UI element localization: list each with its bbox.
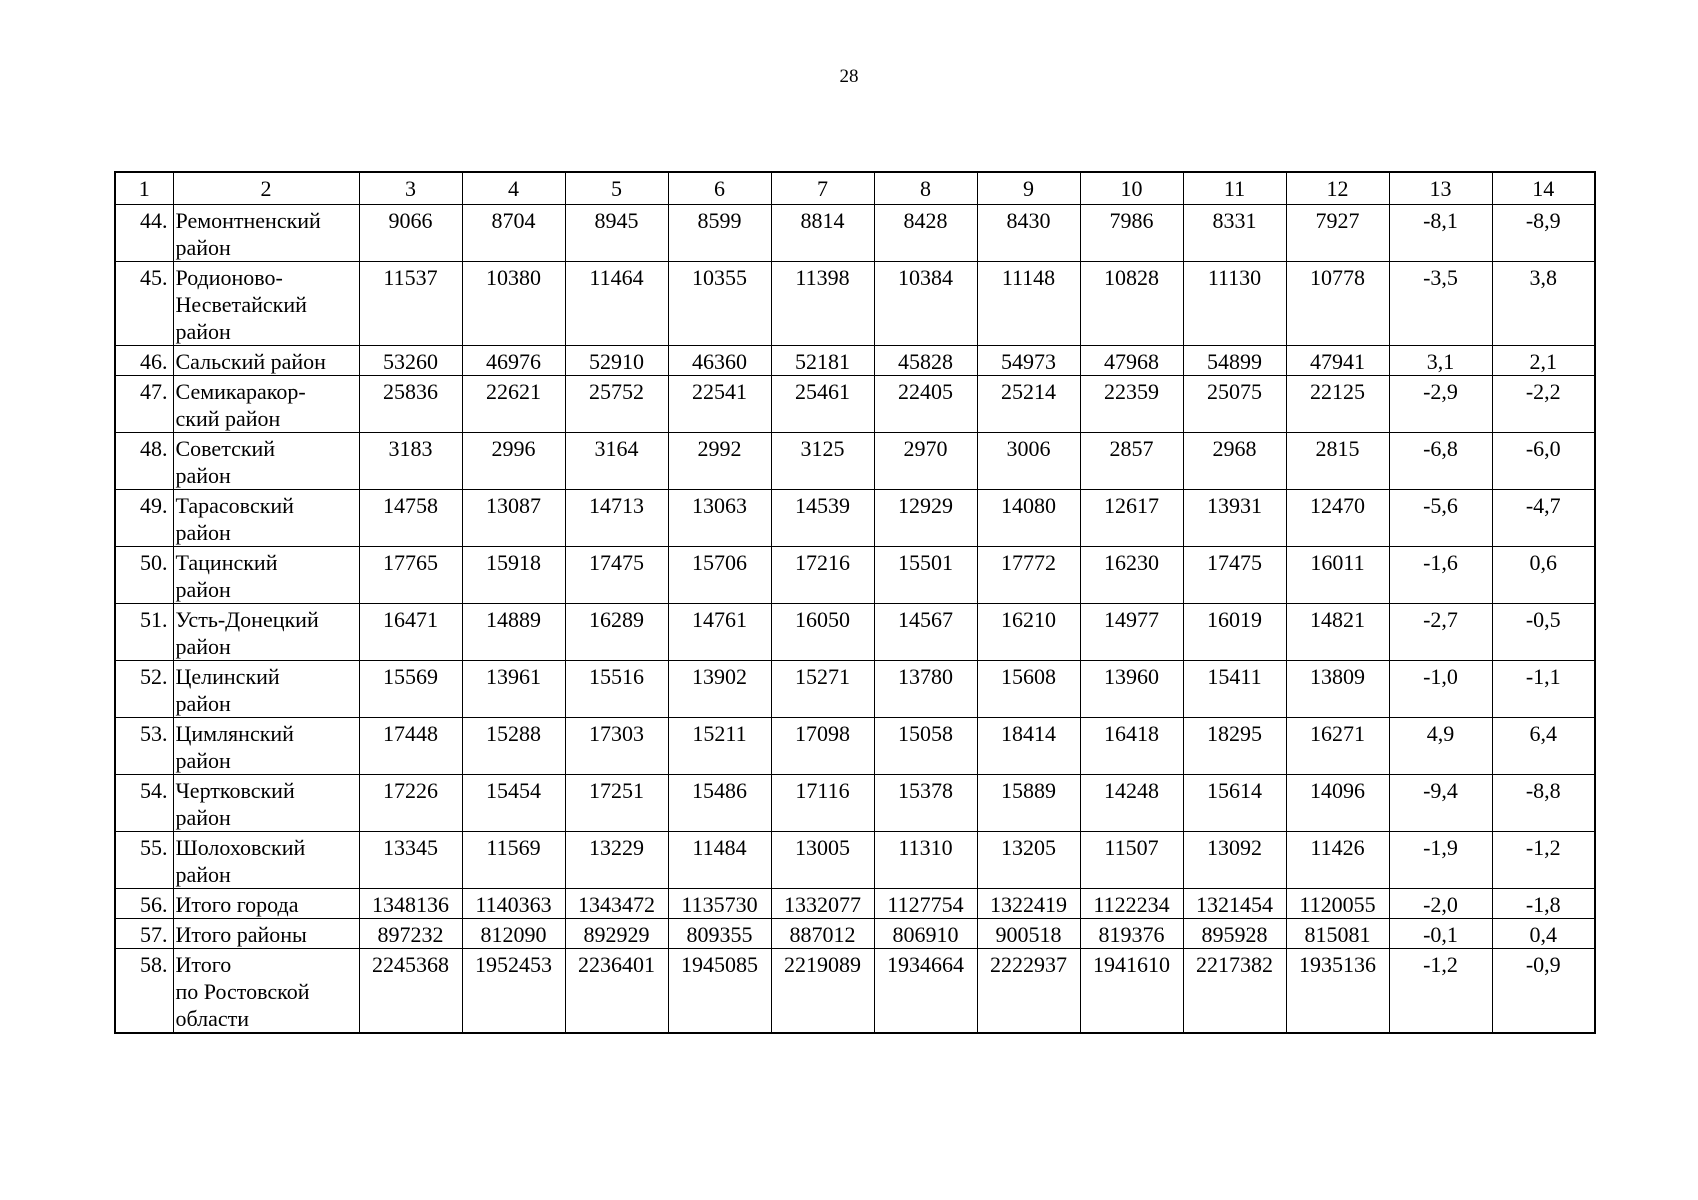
district-name bbox=[173, 919, 359, 949]
district-name-line: район bbox=[175, 691, 231, 716]
value-cell-col-3: 53260 bbox=[359, 346, 462, 376]
table-row bbox=[115, 262, 1595, 346]
value-cell-col-12: 16271 bbox=[1286, 718, 1389, 775]
value-cell-col-8: 15501 bbox=[874, 547, 977, 604]
value-cell-col-9: 3006 bbox=[977, 433, 1080, 490]
value-cell-col-7: 25461 bbox=[771, 376, 874, 433]
value-cell-col-4: 10380 bbox=[462, 262, 565, 346]
value-cell-col-13: -5,6 bbox=[1389, 490, 1492, 547]
value-cell-col-13: -8,1 bbox=[1389, 205, 1492, 262]
value-cell-col-7: 2219089 bbox=[771, 949, 874, 1034]
table-row bbox=[115, 433, 1595, 490]
value-cell-col-8: 10384 bbox=[874, 262, 977, 346]
district-name bbox=[173, 205, 359, 262]
value-cell-col-9: 11148 bbox=[977, 262, 1080, 346]
value-cell-col-11: 18295 bbox=[1183, 718, 1286, 775]
value-cell-col-9: 2222937 bbox=[977, 949, 1080, 1034]
value-cell-col-14: -0,9 bbox=[1492, 949, 1595, 1034]
value-cell-col-8: 806910 bbox=[874, 919, 977, 949]
value-cell-col-3: 17226 bbox=[359, 775, 462, 832]
row-number: 57. bbox=[115, 919, 173, 949]
value-cell-col-11: 8331 bbox=[1183, 205, 1286, 262]
value-cell-col-14: 0,4 bbox=[1492, 919, 1595, 949]
district-name-line: Итого города bbox=[175, 892, 299, 917]
value-cell-col-9: 54973 bbox=[977, 346, 1080, 376]
district-name-line: район bbox=[175, 319, 231, 344]
value-cell-col-10: 7986 bbox=[1080, 205, 1183, 262]
value-cell-col-7: 16050 bbox=[771, 604, 874, 661]
value-cell-col-12: 1935136 bbox=[1286, 949, 1389, 1034]
district-name-line: район bbox=[175, 634, 231, 659]
value-cell-col-10: 819376 bbox=[1080, 919, 1183, 949]
value-cell-col-14: 6,4 bbox=[1492, 718, 1595, 775]
table-row bbox=[115, 889, 1595, 919]
value-cell-col-6: 46360 bbox=[668, 346, 771, 376]
district-name-line: Итого районы bbox=[175, 922, 307, 947]
value-cell-col-11: 17475 bbox=[1183, 547, 1286, 604]
district-name bbox=[173, 832, 359, 889]
district-name bbox=[173, 718, 359, 775]
table-body bbox=[115, 205, 1595, 1034]
value-cell-col-13: -3,5 bbox=[1389, 262, 1492, 346]
value-cell-col-11: 25075 bbox=[1183, 376, 1286, 433]
row-number: 49. bbox=[115, 490, 173, 547]
district-name bbox=[173, 547, 359, 604]
value-cell-col-3: 2245368 bbox=[359, 949, 462, 1034]
value-cell-col-3: 897232 bbox=[359, 919, 462, 949]
value-cell-col-9: 16210 bbox=[977, 604, 1080, 661]
value-cell-col-7: 1332077 bbox=[771, 889, 874, 919]
value-cell-col-6: 13902 bbox=[668, 661, 771, 718]
value-cell-col-11: 15614 bbox=[1183, 775, 1286, 832]
value-cell-col-4: 2996 bbox=[462, 433, 565, 490]
row-number: 45. bbox=[115, 262, 173, 346]
value-cell-col-11: 2217382 bbox=[1183, 949, 1286, 1034]
value-cell-col-8: 11310 bbox=[874, 832, 977, 889]
table-row bbox=[115, 376, 1595, 433]
value-cell-col-10: 2857 bbox=[1080, 433, 1183, 490]
row-number: 52. bbox=[115, 661, 173, 718]
value-cell-col-8: 8428 bbox=[874, 205, 977, 262]
value-cell-col-3: 17448 bbox=[359, 718, 462, 775]
row-number: 56. bbox=[115, 889, 173, 919]
value-cell-col-4: 11569 bbox=[462, 832, 565, 889]
district-name bbox=[173, 604, 359, 661]
value-cell-col-3: 11537 bbox=[359, 262, 462, 346]
value-cell-col-11: 13931 bbox=[1183, 490, 1286, 547]
table-row bbox=[115, 775, 1595, 832]
value-cell-col-9: 18414 bbox=[977, 718, 1080, 775]
district-name-line: район bbox=[175, 748, 231, 773]
district-name bbox=[173, 775, 359, 832]
value-cell-col-7: 3125 bbox=[771, 433, 874, 490]
header-row bbox=[115, 172, 1595, 205]
value-cell-col-5: 892929 bbox=[565, 919, 668, 949]
row-number: 48. bbox=[115, 433, 173, 490]
value-cell-col-3: 15569 bbox=[359, 661, 462, 718]
value-cell-col-3: 14758 bbox=[359, 490, 462, 547]
value-cell-col-13: -2,7 bbox=[1389, 604, 1492, 661]
value-cell-col-9: 15608 bbox=[977, 661, 1080, 718]
value-cell-col-11: 895928 bbox=[1183, 919, 1286, 949]
value-cell-col-14: -1,2 bbox=[1492, 832, 1595, 889]
value-cell-col-6: 1945085 bbox=[668, 949, 771, 1034]
value-cell-col-3: 25836 bbox=[359, 376, 462, 433]
value-cell-col-4: 1952453 bbox=[462, 949, 565, 1034]
value-cell-col-10: 16230 bbox=[1080, 547, 1183, 604]
table-row bbox=[115, 919, 1595, 949]
value-cell-col-12: 14821 bbox=[1286, 604, 1389, 661]
value-cell-col-4: 13087 bbox=[462, 490, 565, 547]
value-cell-col-5: 1343472 bbox=[565, 889, 668, 919]
value-cell-col-7: 8814 bbox=[771, 205, 874, 262]
district-name-line: Усть-Донецкий bbox=[175, 607, 319, 632]
value-cell-col-4: 1140363 bbox=[462, 889, 565, 919]
district-name-line: Тарасовский bbox=[175, 493, 294, 518]
district-name-line: Целинский bbox=[175, 664, 280, 689]
row-number: 44. bbox=[115, 205, 173, 262]
value-cell-col-4: 15918 bbox=[462, 547, 565, 604]
value-cell-col-12: 12470 bbox=[1286, 490, 1389, 547]
value-cell-col-10: 14977 bbox=[1080, 604, 1183, 661]
row-number: 51. bbox=[115, 604, 173, 661]
value-cell-col-9: 17772 bbox=[977, 547, 1080, 604]
district-name bbox=[173, 661, 359, 718]
value-cell-col-6: 22541 bbox=[668, 376, 771, 433]
value-cell-col-12: 2815 bbox=[1286, 433, 1389, 490]
value-cell-col-6: 809355 bbox=[668, 919, 771, 949]
value-cell-col-11: 11130 bbox=[1183, 262, 1286, 346]
value-cell-col-4: 8704 bbox=[462, 205, 565, 262]
table-row bbox=[115, 346, 1595, 376]
table-row bbox=[115, 832, 1595, 889]
value-cell-col-13: -9,4 bbox=[1389, 775, 1492, 832]
value-cell-col-12: 7927 bbox=[1286, 205, 1389, 262]
value-cell-col-10: 14248 bbox=[1080, 775, 1183, 832]
column-header-3: 3 bbox=[359, 172, 462, 205]
district-name-line: Тацинский bbox=[175, 550, 278, 575]
column-header-1: 1 bbox=[115, 172, 173, 205]
value-cell-col-14: -6,0 bbox=[1492, 433, 1595, 490]
value-cell-col-8: 15058 bbox=[874, 718, 977, 775]
column-header-10: 10 bbox=[1080, 172, 1183, 205]
value-cell-col-5: 11464 bbox=[565, 262, 668, 346]
value-cell-col-8: 45828 bbox=[874, 346, 977, 376]
value-cell-col-8: 14567 bbox=[874, 604, 977, 661]
row-number: 55. bbox=[115, 832, 173, 889]
district-name bbox=[173, 490, 359, 547]
value-cell-col-10: 12617 bbox=[1080, 490, 1183, 547]
table-row bbox=[115, 547, 1595, 604]
value-cell-col-7: 887012 bbox=[771, 919, 874, 949]
value-cell-col-13: -2,0 bbox=[1389, 889, 1492, 919]
value-cell-col-5: 8945 bbox=[565, 205, 668, 262]
column-header-12: 12 bbox=[1286, 172, 1389, 205]
value-cell-col-10: 1941610 bbox=[1080, 949, 1183, 1034]
value-cell-col-4: 22621 bbox=[462, 376, 565, 433]
table-row bbox=[115, 490, 1595, 547]
district-name-line: Шолоховский bbox=[175, 835, 306, 860]
value-cell-col-6: 15706 bbox=[668, 547, 771, 604]
value-cell-col-7: 17098 bbox=[771, 718, 874, 775]
value-cell-col-12: 815081 bbox=[1286, 919, 1389, 949]
district-name bbox=[173, 433, 359, 490]
value-cell-col-8: 13780 bbox=[874, 661, 977, 718]
value-cell-col-8: 22405 bbox=[874, 376, 977, 433]
value-cell-col-4: 46976 bbox=[462, 346, 565, 376]
value-cell-col-4: 15454 bbox=[462, 775, 565, 832]
value-cell-col-13: 4,9 bbox=[1389, 718, 1492, 775]
value-cell-col-12: 11426 bbox=[1286, 832, 1389, 889]
value-cell-col-12: 47941 bbox=[1286, 346, 1389, 376]
value-cell-col-3: 13345 bbox=[359, 832, 462, 889]
district-name-line: Советский bbox=[175, 436, 276, 461]
value-cell-col-8: 1934664 bbox=[874, 949, 977, 1034]
page-number: 28 bbox=[839, 66, 859, 87]
value-cell-col-4: 14889 bbox=[462, 604, 565, 661]
value-cell-col-5: 17303 bbox=[565, 718, 668, 775]
column-header-5: 5 bbox=[565, 172, 668, 205]
value-cell-col-14: 3,8 bbox=[1492, 262, 1595, 346]
value-cell-col-6: 15486 bbox=[668, 775, 771, 832]
value-cell-col-13: 3,1 bbox=[1389, 346, 1492, 376]
value-cell-col-5: 25752 bbox=[565, 376, 668, 433]
value-cell-col-7: 14539 bbox=[771, 490, 874, 547]
value-cell-col-9: 14080 bbox=[977, 490, 1080, 547]
district-name bbox=[173, 346, 359, 376]
value-cell-col-12: 1120055 bbox=[1286, 889, 1389, 919]
value-cell-col-5: 2236401 bbox=[565, 949, 668, 1034]
value-cell-col-13: -2,9 bbox=[1389, 376, 1492, 433]
value-cell-col-11: 15411 bbox=[1183, 661, 1286, 718]
district-name-line: Ремонтненский bbox=[175, 208, 321, 233]
district-name bbox=[173, 889, 359, 919]
column-header-6: 6 bbox=[668, 172, 771, 205]
value-cell-col-14: -8,8 bbox=[1492, 775, 1595, 832]
district-name bbox=[173, 949, 359, 1034]
district-name-line: район bbox=[175, 463, 231, 488]
district-name-line: район bbox=[175, 235, 231, 260]
value-cell-col-6: 13063 bbox=[668, 490, 771, 547]
value-cell-col-9: 15889 bbox=[977, 775, 1080, 832]
value-cell-col-9: 25214 bbox=[977, 376, 1080, 433]
value-cell-col-3: 17765 bbox=[359, 547, 462, 604]
value-cell-col-5: 13229 bbox=[565, 832, 668, 889]
value-cell-col-9: 1322419 bbox=[977, 889, 1080, 919]
value-cell-col-14: 0,6 bbox=[1492, 547, 1595, 604]
value-cell-col-10: 1122234 bbox=[1080, 889, 1183, 919]
row-number: 47. bbox=[115, 376, 173, 433]
value-cell-col-5: 15516 bbox=[565, 661, 668, 718]
value-cell-col-13: -1,6 bbox=[1389, 547, 1492, 604]
value-cell-col-6: 8599 bbox=[668, 205, 771, 262]
value-cell-col-14: -1,8 bbox=[1492, 889, 1595, 919]
value-cell-col-12: 16011 bbox=[1286, 547, 1389, 604]
value-cell-col-3: 1348136 bbox=[359, 889, 462, 919]
value-cell-col-4: 13961 bbox=[462, 661, 565, 718]
district-name-line: по Ростовской bbox=[175, 979, 310, 1004]
district-name-line: район bbox=[175, 805, 231, 830]
value-cell-col-10: 16418 bbox=[1080, 718, 1183, 775]
value-cell-col-11: 2968 bbox=[1183, 433, 1286, 490]
value-cell-col-5: 52910 bbox=[565, 346, 668, 376]
value-cell-col-6: 15211 bbox=[668, 718, 771, 775]
value-cell-col-13: -1,0 bbox=[1389, 661, 1492, 718]
value-cell-col-7: 11398 bbox=[771, 262, 874, 346]
column-header-14: 14 bbox=[1492, 172, 1595, 205]
table-row bbox=[115, 604, 1595, 661]
district-name-line: район bbox=[175, 862, 231, 887]
value-cell-col-10: 47968 bbox=[1080, 346, 1183, 376]
value-cell-col-4: 812090 bbox=[462, 919, 565, 949]
value-cell-col-6: 11484 bbox=[668, 832, 771, 889]
value-cell-col-9: 900518 bbox=[977, 919, 1080, 949]
value-cell-col-7: 13005 bbox=[771, 832, 874, 889]
district-name-line: ский район bbox=[175, 406, 281, 431]
district-name-line: район bbox=[175, 520, 231, 545]
value-cell-col-9: 13205 bbox=[977, 832, 1080, 889]
value-cell-col-10: 11507 bbox=[1080, 832, 1183, 889]
district-name bbox=[173, 376, 359, 433]
value-cell-col-14: 2,1 bbox=[1492, 346, 1595, 376]
district-name-line: Несветайский bbox=[175, 292, 307, 317]
value-cell-col-14: -0,5 bbox=[1492, 604, 1595, 661]
value-cell-col-12: 10778 bbox=[1286, 262, 1389, 346]
district-name-line: Цимлянский bbox=[175, 721, 294, 746]
value-cell-col-8: 2970 bbox=[874, 433, 977, 490]
district-name-line: Сальский район bbox=[175, 349, 326, 374]
value-cell-col-7: 17116 bbox=[771, 775, 874, 832]
district-name-line: области bbox=[175, 1006, 250, 1031]
value-cell-col-14: -4,7 bbox=[1492, 490, 1595, 547]
value-cell-col-5: 3164 bbox=[565, 433, 668, 490]
value-cell-col-11: 13092 bbox=[1183, 832, 1286, 889]
value-cell-col-8: 15378 bbox=[874, 775, 977, 832]
value-cell-col-6: 2992 bbox=[668, 433, 771, 490]
value-cell-col-8: 1127754 bbox=[874, 889, 977, 919]
value-cell-col-5: 17251 bbox=[565, 775, 668, 832]
value-cell-col-7: 15271 bbox=[771, 661, 874, 718]
district-name-line: Итого bbox=[175, 952, 232, 977]
value-cell-col-6: 14761 bbox=[668, 604, 771, 661]
column-header-11: 11 bbox=[1183, 172, 1286, 205]
value-cell-col-9: 8430 bbox=[977, 205, 1080, 262]
row-number: 50. bbox=[115, 547, 173, 604]
value-cell-col-13: -6,8 bbox=[1389, 433, 1492, 490]
column-header-7: 7 bbox=[771, 172, 874, 205]
row-number: 54. bbox=[115, 775, 173, 832]
district-name-line: Чертковский bbox=[175, 778, 295, 803]
column-header-9: 9 bbox=[977, 172, 1080, 205]
value-cell-col-14: -8,9 bbox=[1492, 205, 1595, 262]
district-name-line: Семикаракор- bbox=[175, 379, 306, 404]
row-number: 58. bbox=[115, 949, 173, 1034]
row-number: 53. bbox=[115, 718, 173, 775]
value-cell-col-11: 1321454 bbox=[1183, 889, 1286, 919]
column-header-13: 13 bbox=[1389, 172, 1492, 205]
district-name bbox=[173, 262, 359, 346]
table-row bbox=[115, 718, 1595, 775]
value-cell-col-6: 10355 bbox=[668, 262, 771, 346]
value-cell-col-10: 10828 bbox=[1080, 262, 1183, 346]
value-cell-col-3: 9066 bbox=[359, 205, 462, 262]
value-cell-col-7: 17216 bbox=[771, 547, 874, 604]
value-cell-col-5: 16289 bbox=[565, 604, 668, 661]
value-cell-col-13: -1,9 bbox=[1389, 832, 1492, 889]
value-cell-col-10: 13960 bbox=[1080, 661, 1183, 718]
value-cell-col-3: 3183 bbox=[359, 433, 462, 490]
value-cell-col-14: -1,1 bbox=[1492, 661, 1595, 718]
value-cell-col-11: 16019 bbox=[1183, 604, 1286, 661]
column-header-2: 2 bbox=[173, 172, 359, 205]
value-cell-col-12: 14096 bbox=[1286, 775, 1389, 832]
value-cell-col-12: 22125 bbox=[1286, 376, 1389, 433]
value-cell-col-10: 22359 bbox=[1080, 376, 1183, 433]
value-cell-col-13: -0,1 bbox=[1389, 919, 1492, 949]
value-cell-col-12: 13809 bbox=[1286, 661, 1389, 718]
value-cell-col-5: 17475 bbox=[565, 547, 668, 604]
value-cell-col-4: 15288 bbox=[462, 718, 565, 775]
value-cell-col-3: 16471 bbox=[359, 604, 462, 661]
district-name-line: район bbox=[175, 577, 231, 602]
value-cell-col-13: -1,2 bbox=[1389, 949, 1492, 1034]
table-row bbox=[115, 661, 1595, 718]
table-row bbox=[115, 205, 1595, 262]
value-cell-col-8: 12929 bbox=[874, 490, 977, 547]
column-header-8: 8 bbox=[874, 172, 977, 205]
value-cell-col-7: 52181 bbox=[771, 346, 874, 376]
value-cell-col-5: 14713 bbox=[565, 490, 668, 547]
column-header-4: 4 bbox=[462, 172, 565, 205]
row-number: 46. bbox=[115, 346, 173, 376]
value-cell-col-11: 54899 bbox=[1183, 346, 1286, 376]
table-row bbox=[115, 949, 1595, 1034]
value-cell-col-6: 1135730 bbox=[668, 889, 771, 919]
value-cell-col-14: -2,2 bbox=[1492, 376, 1595, 433]
district-name-line: Родионово- bbox=[175, 265, 283, 290]
data-table bbox=[114, 171, 1596, 1034]
